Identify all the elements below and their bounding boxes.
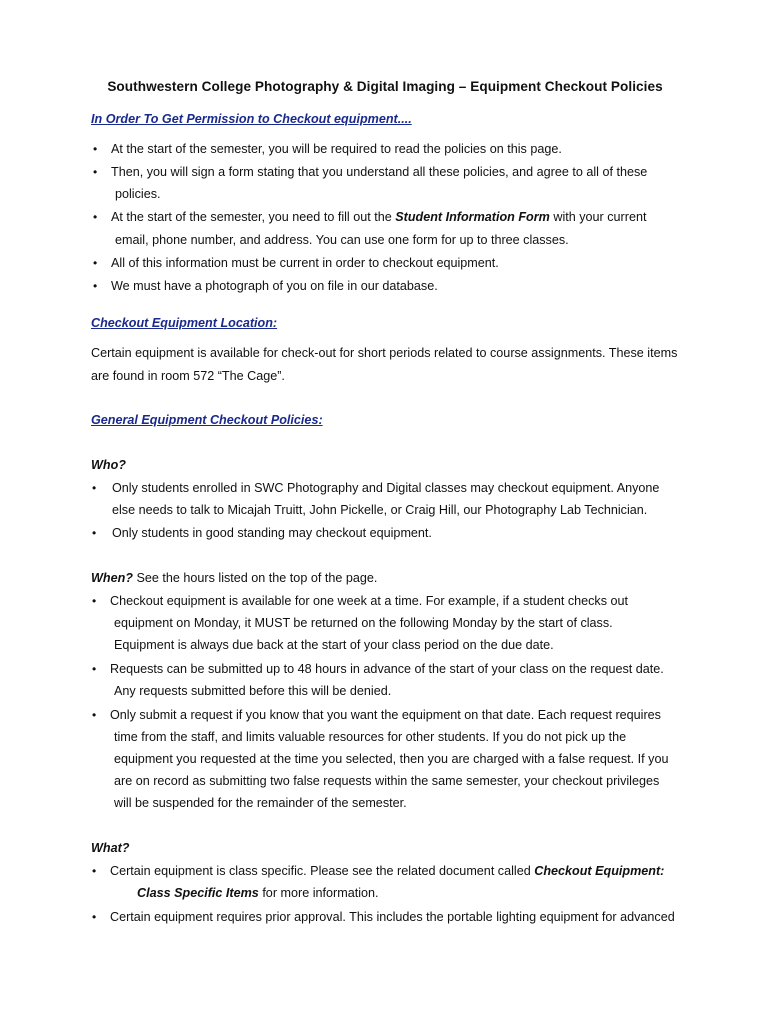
list-item-continuation: policies.: [115, 187, 161, 201]
list-item-continuation: time from the staff, and limits valuable resources for other students. If you do not pick up the: [114, 730, 627, 744]
bullet-icon: •: [92, 526, 97, 540]
subheading-when: [91, 571, 377, 585]
list-item: Certain equipment requires prior approval. This includes the portable lighting equipment for advanced: [110, 910, 675, 924]
list-item-continuation: [137, 886, 379, 900]
when-intro: See the hours listed on the top of the page.: [136, 571, 378, 585]
list-item: Requests can be submitted up to 48 hours in advance of the start of your class on the request date.: [110, 662, 664, 676]
document-reference-emphasis: Class Specific Items: [137, 886, 259, 900]
bullet-icon: •: [92, 864, 97, 878]
bullet-icon: •: [93, 165, 98, 179]
bullet-icon: •: [92, 594, 97, 608]
paragraph-line: Certain equipment is available for check-out for short periods related to course assignments. These items: [91, 346, 678, 360]
section-heading-permission: In Order To Get Permission to Checkout equipment....: [91, 112, 412, 126]
document-reference-emphasis: Checkout Equipment:: [534, 864, 665, 878]
list-item-continuation: else needs to talk to Micajah Truitt, John Pickelle, or Craig Hill, our Photography Lab Technician.: [112, 503, 648, 517]
list-item: We must have a photograph of you on file in our database.: [111, 279, 438, 293]
what-label: What?: [91, 841, 130, 855]
list-item: Only submit a request if you know that you want the equipment on that date. Each request requires: [110, 708, 661, 722]
list-item: [110, 864, 664, 878]
list-item: Checkout equipment is available for one week at a time. For example, if a student checks out: [110, 594, 629, 608]
list-item-continuation: are on record as submitting two false requests within the same semester, your checkout privileges: [114, 774, 660, 788]
who-label: Who?: [91, 458, 126, 472]
bullet-icon: •: [93, 256, 98, 270]
list-item-text: At the start of the semester, you need to fill out the: [111, 210, 392, 224]
list-item: All of this information must be current in order to checkout equipment.: [111, 256, 499, 270]
list-item-text: Certain equipment is class specific. Please see the related document called: [110, 864, 531, 878]
list-item: Only students enrolled in SWC Photography and Digital classes may checkout equipment. Anyone: [112, 481, 660, 495]
bullet-icon: •: [92, 708, 97, 722]
bullet-icon: •: [93, 279, 98, 293]
list-item-continuation: equipment you requested at the time you selected, then you are charged with a false request. If you: [114, 752, 669, 766]
list-item-continuation: equipment on Monday, it MUST be returned on the following Monday by the start of class.: [114, 616, 613, 630]
paragraph-line: are found in room 572 “The Cage”.: [91, 369, 285, 383]
list-item-text: for more information.: [262, 886, 379, 900]
list-item-continuation: will be suspended for the remainder of the semester.: [114, 796, 407, 810]
subheading-what: [91, 841, 129, 855]
bullet-icon: •: [92, 910, 97, 924]
section-heading-general-policies: General Equipment Checkout Policies:: [91, 413, 323, 427]
list-item: Then, you will sign a form stating that you understand all these policies, and agree to all of these: [111, 165, 648, 179]
section-heading-location: Checkout Equipment Location:: [91, 316, 278, 330]
list-item-text: with your current: [553, 210, 647, 224]
list-item-continuation: Any requests submitted before this will be denied.: [114, 684, 392, 698]
subheading-who: [91, 458, 126, 472]
list-item-continuation: Equipment is always due back at the start of your class period on the due date.: [114, 638, 554, 652]
list-item: Only students in good standing may checkout equipment.: [112, 526, 432, 540]
bullet-icon: •: [92, 481, 97, 495]
list-item: At the start of the semester, you will be required to read the policies on this page.: [111, 142, 562, 156]
form-name-emphasis: Student Information Form: [395, 210, 550, 224]
bullet-icon: •: [93, 142, 98, 156]
list-item: [111, 210, 646, 224]
bullet-icon: •: [92, 662, 97, 676]
when-label: When?: [91, 571, 133, 585]
page-title: Southwestern College Photography & Digital Imaging – Equipment Checkout Policies: [107, 79, 663, 94]
bullet-icon: •: [93, 210, 98, 224]
list-item-continuation: email, phone number, and address. You can use one form for up to three classes.: [115, 233, 569, 247]
